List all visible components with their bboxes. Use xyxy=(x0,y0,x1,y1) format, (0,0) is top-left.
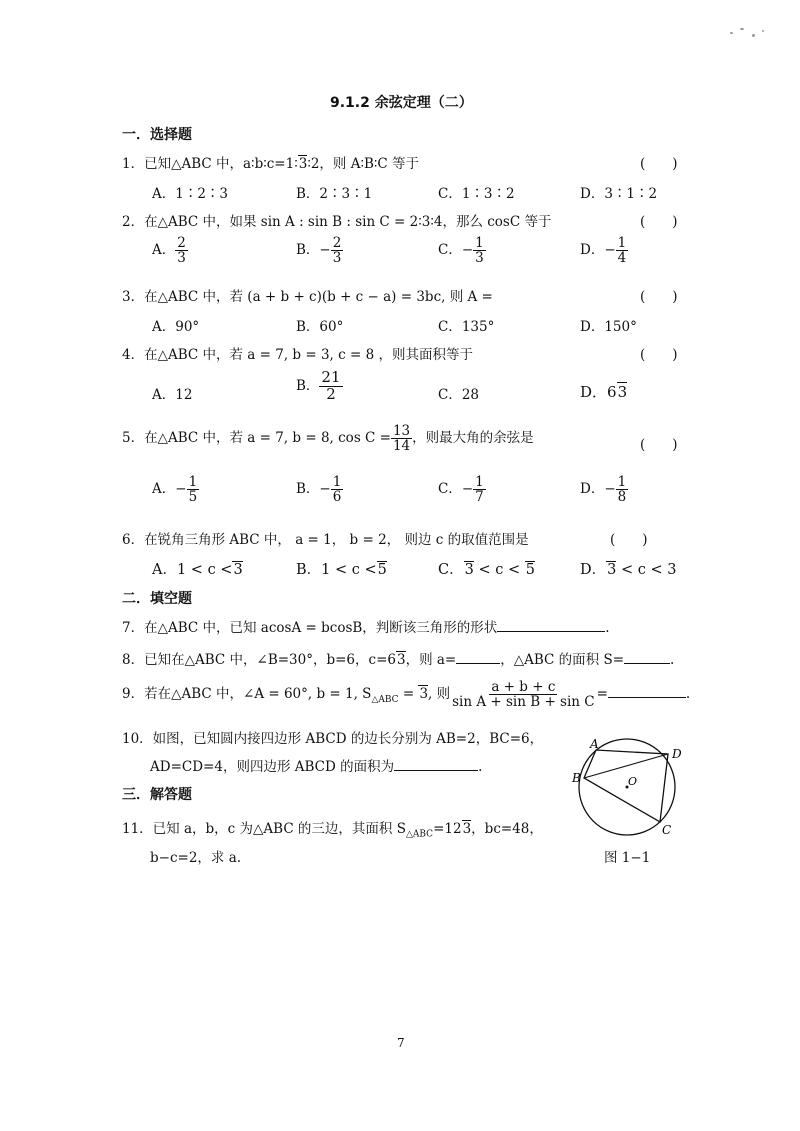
page-title: 9.1.2 余弦定理（二） xyxy=(330,95,473,111)
scan-speck xyxy=(752,34,755,37)
q5-option-a: A．− $\frac{1}{5}$ xyxy=(152,474,198,506)
q5-option-b: B．− $\frac{1}{6}$ xyxy=(296,474,342,506)
answer-parens: ( ) xyxy=(640,437,678,453)
q2-option-a: A． $\frac{2}{3}$ xyxy=(152,235,186,267)
answer-blank[interactable] xyxy=(497,631,605,632)
q4-option-b: B． $\frac{21}{2}$ xyxy=(296,368,341,403)
q4-option-d: D．63 xyxy=(580,383,628,401)
answer-blank[interactable] xyxy=(394,770,478,771)
q6-option-a: A．1 < c <3 xyxy=(152,562,243,578)
q1-option-b: B．2∶3∶1 xyxy=(296,186,373,202)
figure-caption: 图 1−1 xyxy=(604,850,651,866)
answer-parens: ( ) xyxy=(640,156,678,172)
answer-parens: ( ) xyxy=(640,214,678,230)
question-10-line1: 10．如图，已知圆内接四边形 ABCD 的边长分别为 AB=2，BC=6， xyxy=(122,731,544,747)
figure-cyclic-quadrilateral xyxy=(570,730,690,850)
section-heading-choice: 一．选择题 xyxy=(122,127,192,143)
question-5-stem: 5．在△ABC 中，若 a = 7, b = 8, cos C = $\frac{13}{14}$ ，则最大角的余弦是 xyxy=(122,423,534,455)
q1-option-c: C．1∶3∶2 xyxy=(438,186,515,202)
section-heading-fill: 二．填空题 xyxy=(122,591,192,607)
question-8-stem: 8．已知在△ABC 中，∠B=30°，b=6，c=63，则 a= ，△ABC 的面积 S= . xyxy=(122,652,675,668)
page-number: 7 xyxy=(397,1036,405,1050)
q2-option-b: B．− $\frac{2}{3}$ xyxy=(296,235,342,267)
label-a: A xyxy=(590,737,599,751)
answer-blank[interactable] xyxy=(608,697,686,698)
question-10-line2: AD=CD=4，则四边形 ABCD 的面积为 . xyxy=(150,759,483,775)
label-b: B xyxy=(572,771,581,785)
scan-speck xyxy=(730,32,733,34)
label-c: C xyxy=(662,823,672,837)
question-6-stem: 6．在锐角三角形 ABC 中， a = 1， b = 2， 则边 c 的取值范围是 xyxy=(122,532,529,548)
question-3-stem: 3．在△ABC 中，若 (a + b + c)(b + c − a) = 3bc, 则 A = xyxy=(122,289,493,305)
q6-option-c: C．3 < c < 5 xyxy=(438,562,535,578)
q3-option-a: A．90° xyxy=(152,319,200,335)
q3-option-c: C．135° xyxy=(438,319,495,335)
answer-parens: ( ) xyxy=(610,532,648,548)
answer-blank[interactable] xyxy=(456,663,500,664)
answer-parens: ( ) xyxy=(640,347,678,363)
question-4-stem: 4．在△ABC 中，若 a = 7, b = 3, c = 8 ，则其面积等于 xyxy=(122,347,473,363)
scan-speck xyxy=(740,28,744,30)
q3-option-b: B．60° xyxy=(296,319,344,335)
q1-option-a: A．1∶2∶3 xyxy=(152,186,229,202)
question-11-line2: b−c=2，求 a. xyxy=(150,850,242,866)
diagonal-bd xyxy=(584,754,668,778)
q5-option-c: C．− $\frac{1}{7}$ xyxy=(438,474,484,506)
q4-option-a: A．12 xyxy=(152,387,193,403)
scan-speck xyxy=(762,30,764,32)
question-1-stem: 1．已知△ABC 中，a∶b∶c=1∶3∶2，则 A∶B∶C 等于 xyxy=(122,156,420,172)
q2-option-d: D．− $\frac{1}{4}$ xyxy=(580,235,627,267)
q4-option-c: C．28 xyxy=(438,387,480,403)
q6-option-b: B．1 < c <5 xyxy=(296,562,387,578)
q5-option-d: D．− $\frac{1}{8}$ xyxy=(580,474,627,506)
answer-blank[interactable] xyxy=(624,663,670,664)
question-2-stem: 2．在△ABC 中，如果 sin A : sin B : sin C = 2∶3∶4，那么 cosC 等于 xyxy=(122,214,552,230)
q2-option-c: C．− $\frac{1}{3}$ xyxy=(438,235,484,267)
q3-option-d: D．150° xyxy=(580,319,637,335)
answer-parens: ( ) xyxy=(640,289,678,305)
label-d: D xyxy=(672,747,682,761)
question-9-stem: 9．若在△ABC 中，∠A = 60°, b = 1, $S_{\triangle ABC} = 3$, 则 $\frac{a + b + c}{\text{sin A + sin B + sin C}}$ = . xyxy=(122,679,691,711)
section-heading-answer: 三．解答题 xyxy=(122,787,192,803)
question-7-stem: 7．在△ABC 中，已知 acosA = bcosB，判断该三角形的形状 . xyxy=(122,620,610,636)
q1-option-d: D．3∶1∶2 xyxy=(580,186,658,202)
label-o: O xyxy=(628,775,638,788)
question-11-line1: 11．已知 a，b，c 为△ABC 的三边，其面积 $S_{\triangle ABC}=123$，bc=48， xyxy=(122,821,543,840)
q6-option-d: D．3 < c < 3 xyxy=(580,562,677,578)
